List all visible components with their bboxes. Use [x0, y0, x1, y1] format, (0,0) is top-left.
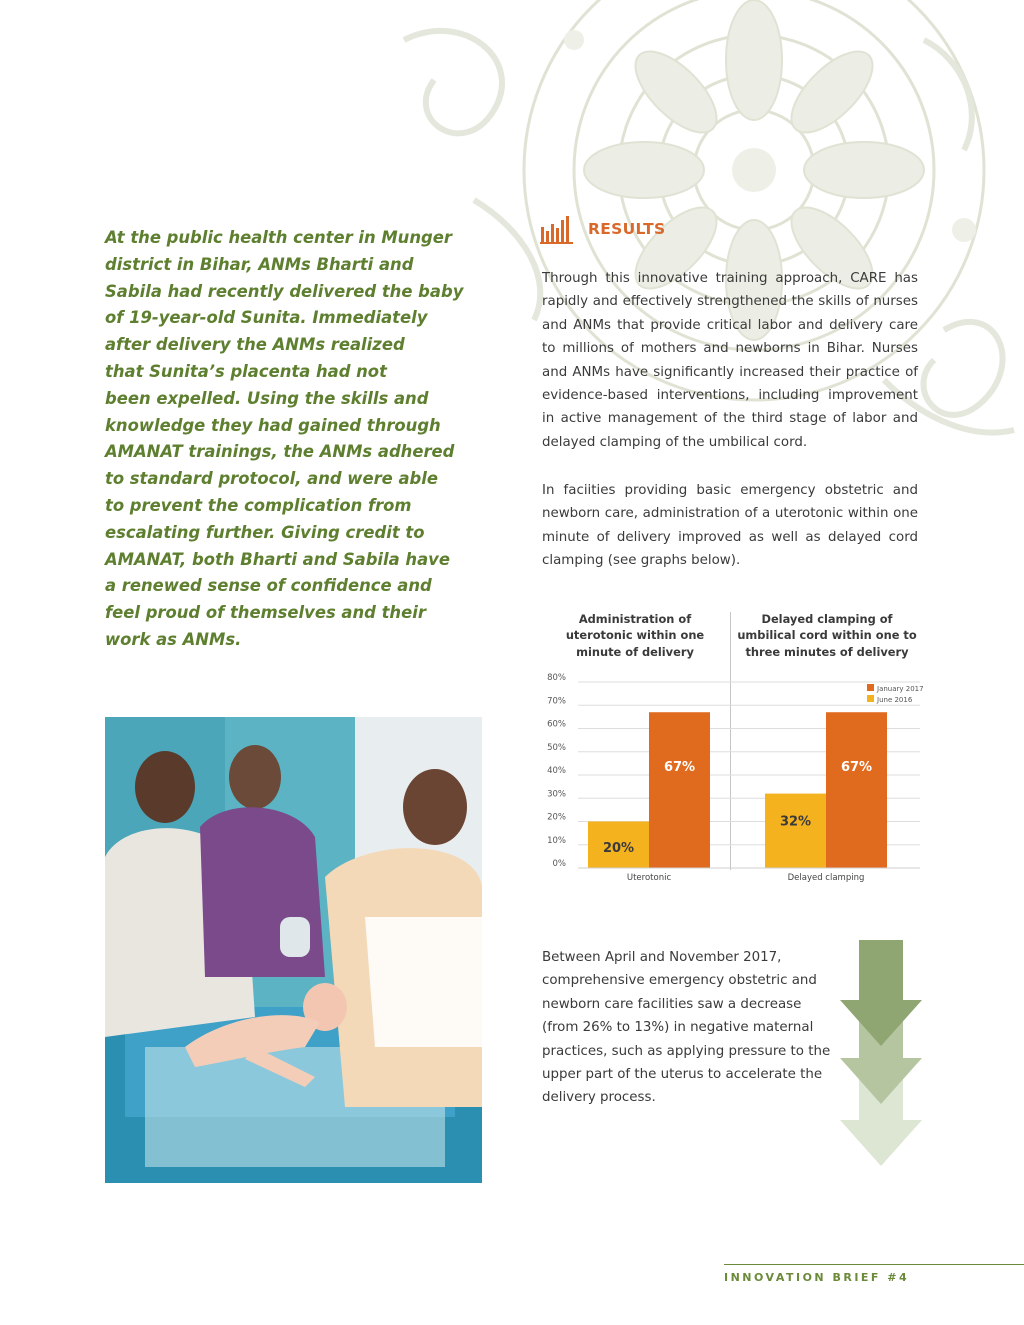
bar: [649, 712, 710, 868]
quote-line: work as ANMs.: [105, 629, 242, 649]
quote-line: been expelled. Using the skills and: [105, 388, 429, 408]
quote-line: after delivery the ANMs realized: [105, 335, 405, 355]
results-bar-chart: [540, 670, 930, 890]
y-tick-label: 80%: [547, 673, 566, 683]
y-tick-label: 20%: [547, 812, 566, 823]
section-title: RESULTS: [588, 220, 666, 238]
down-arrow-icon: [840, 940, 922, 1046]
bar: [765, 794, 826, 868]
y-tick-label: 0%: [552, 859, 566, 869]
quote-line: that Sunita’s placenta had not: [105, 361, 387, 381]
legend-swatch: [867, 684, 874, 691]
footer-label: INNOVATION BRIEF #4: [724, 1271, 910, 1284]
pull-quote: [105, 225, 464, 654]
data-label: 67%: [840, 760, 873, 775]
quote-line: Sabila had recently delivered the baby: [105, 281, 464, 301]
decrease-arrows-graphic: [838, 940, 924, 1170]
y-tick-label: 30%: [547, 789, 566, 800]
legend-swatch: [867, 695, 874, 702]
quote-line: district in Bihar, ANMs Bharti and: [105, 254, 414, 274]
y-tick-label: 10%: [547, 835, 566, 846]
training-photo: [105, 717, 482, 1183]
y-tick-label: 50%: [547, 742, 566, 753]
quote-line: escalating further. Giving credit to: [105, 522, 425, 542]
y-tick-label: 70%: [547, 696, 566, 707]
chart-title-delayed-clamping: Delayed clamping of umbilical cord within one to three minutes of delivery: [737, 612, 917, 659]
results-paragraph-3: Between April and November 2017, comprehensive emergency obstetric and newborn care facilities saw a decrease (from 26% to 13%) in negative maternal practices, such as applying pressure to the upper part of the uterus to accelerate the delivery process.: [542, 950, 831, 1106]
x-tick-label: Delayed clamping: [787, 873, 865, 883]
results-paragraph-1: Through this innovative training approach, CARE has rapidly and effectively strengthened the skills of nurses and ANMs that provide critical labor and delivery care to millions of mothers and newborns in Bihar. Nurses and ANMs have significantly increased their practice of evidence-based interventions, including improvement in active management of the third stage of labor and delayed clamping of the umbilical cord.: [542, 271, 918, 450]
quote-line: to prevent the complication from: [105, 495, 412, 515]
quote-line: of 19-year-old Sunita. Immediately: [105, 308, 428, 328]
y-tick-label: 60%: [547, 719, 566, 730]
x-tick-label: Uterotonic: [626, 873, 672, 883]
quote-line: At the public health center in Munger: [105, 228, 452, 247]
quote-line: AMANAT trainings, the ANMs adhered: [105, 442, 455, 462]
chart-title-uterotonic: Administration of uterotonic within one minute of delivery: [565, 612, 705, 659]
footer-rule: [724, 1264, 1024, 1265]
results-paragraph-2: In faciities providing basic emergency obstetric and newborn care, administration of a uterotonic within one minute of delivery improved as well as delayed cord clamping (see graphs below).: [542, 483, 918, 569]
quote-line: AMANAT, both Bharti and Sabila have: [105, 549, 450, 569]
bar-chart-icon: [540, 214, 574, 244]
quote-line: to standard protocol, and were able: [105, 469, 438, 489]
legend-label: June 2016: [877, 696, 913, 704]
bar: [826, 712, 887, 868]
legend-label: January 2017: [877, 685, 924, 693]
data-label: 67%: [663, 760, 696, 775]
y-tick-label: 40%: [547, 766, 566, 776]
data-label: 32%: [779, 814, 812, 830]
quote-line: a renewed sense of confidence and: [105, 576, 432, 596]
data-label: 20%: [602, 841, 635, 856]
quote-line: feel proud of themselves and their: [105, 603, 426, 623]
quote-line: knowledge they had gained through: [105, 415, 441, 435]
